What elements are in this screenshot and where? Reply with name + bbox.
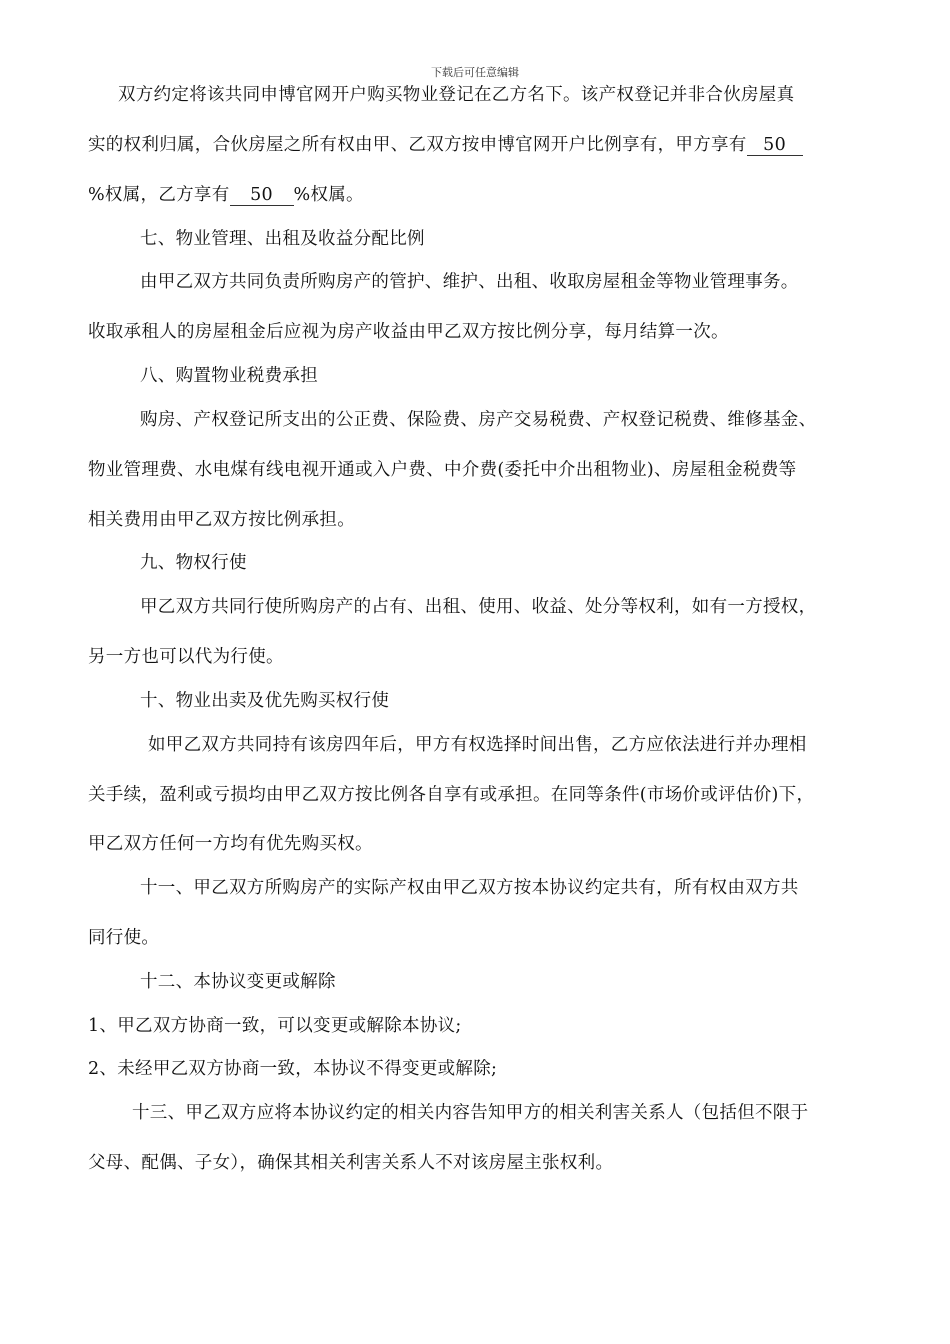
text-line: 父母、配偶、子女），确保其相关利害关系人不对该房屋主张权利。 (88, 1153, 614, 1173)
text-line: 实的权利归属，合伙房屋之所有权由甲、乙双方按申博官网开户比例享有，甲方享有 50 (88, 133, 803, 157)
text-line: 甲乙双方共同行使所购房产的占有、出租、使用、收益、处分等权利，如有一方授权， (140, 597, 817, 617)
text-line: 如甲乙双方共同持有该房四年后，甲方有权选择时间出售，乙方应依法进行并办理相 (148, 735, 807, 755)
section-heading: 九、物权行使 (140, 553, 247, 573)
page-header: 下载后可任意编辑 (431, 66, 519, 79)
share-b-field: 50 (230, 185, 294, 206)
text-line: 十一、甲乙双方所购房产的实际产权由甲乙双方按本协议约定共有，所有权由双方共 (140, 878, 799, 898)
text-line: 另一方也可以代为行使。 (88, 647, 284, 667)
text-line: 物业管理费、水电煤有线电视开通或入户费、中介费(委托中介出租物业)、房屋租金税费等 (88, 460, 797, 480)
section-heading: 七、物业管理、出租及收益分配比例 (140, 229, 425, 249)
text-line: 同行使。 (88, 928, 160, 948)
section-heading: 十二、本协议变更或解除 (140, 972, 336, 992)
text-line: %权属，乙方享有 50 %权属。 (88, 185, 364, 205)
text-line: 购房、产权登记所支出的公正费、保险费、房产交易税费、产权登记税费、维修基金、 (140, 410, 817, 430)
text-line: 收取承租人的房屋租金后应视为房产收益由甲乙双方按比例分享，每月结算一次。 (88, 322, 729, 342)
text-line: 双方约定将该共同申博官网开户购买物业登记在乙方名下。该产权登记并非合伙房屋真 (118, 85, 795, 105)
text-line: 相关费用由甲乙双方按比例承担。 (88, 510, 355, 530)
text-line: 由甲乙双方共同负责所购房产的管护、维护、出租、收取房屋租金等物业管理事务。 (140, 272, 799, 292)
text-line: 关手续，盈利或亏损均由甲乙双方按比例各自享有或承担。在同等条件(市场价或评估价)下， (88, 785, 815, 805)
list-item: 2、未经甲乙双方协商一致，本协议不得变更或解除; (88, 1059, 498, 1079)
list-item: 1、甲乙双方协商一致，可以变更或解除本协议; (88, 1016, 462, 1036)
share-a-field: 50 (747, 135, 803, 156)
text-line: 十三、甲乙双方应将本协议约定的相关内容告知甲方的相关利害关系人（包括但不限于 (132, 1103, 809, 1123)
section-heading: 八、购置物业税费承担 (140, 366, 318, 386)
section-heading: 十、物业出卖及优先购买权行使 (140, 691, 390, 711)
text-line: 甲乙双方任何一方均有优先购买权。 (88, 834, 373, 854)
